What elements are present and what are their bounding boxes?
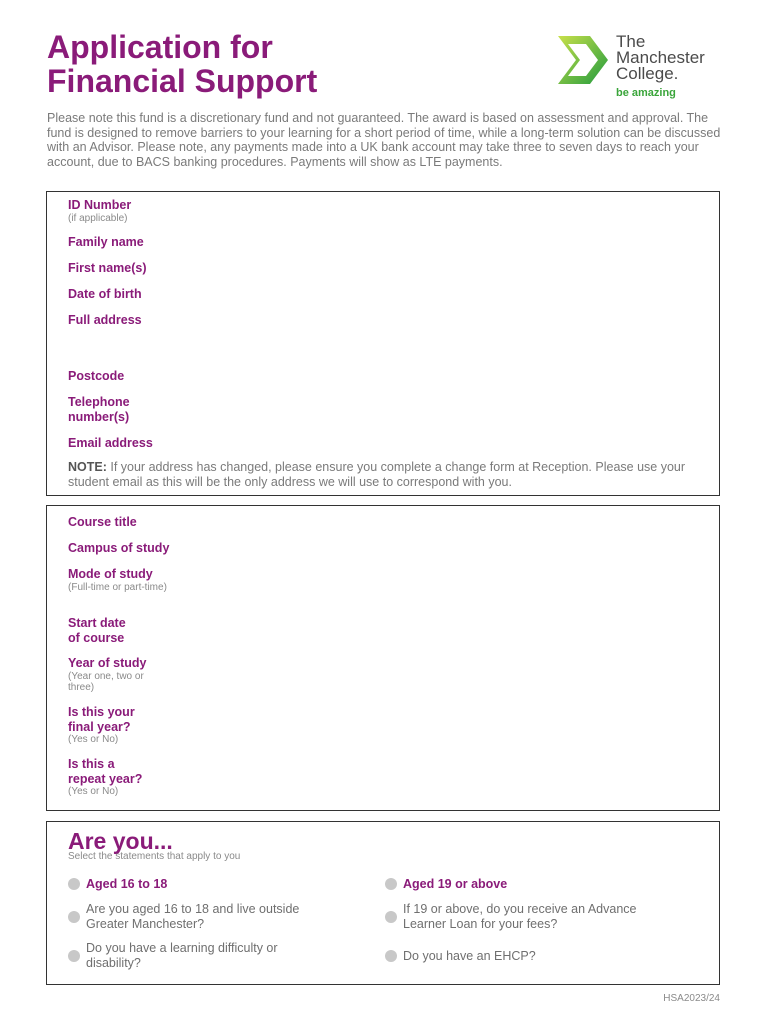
option-label: Aged 16 to 18 <box>86 877 168 891</box>
page-title <box>47 30 467 98</box>
radio-icon[interactable] <box>385 950 397 962</box>
chevron-logo-icon <box>556 34 612 86</box>
final-year-hint: (Yes or No) <box>68 734 119 745</box>
year-of-study-label: Year of study <box>68 656 147 670</box>
id-number-label: ID Number <box>68 198 132 212</box>
radio-icon[interactable] <box>68 878 80 890</box>
option-learning-difficulty[interactable] <box>68 941 308 970</box>
option-aged-16-18[interactable] <box>68 877 167 892</box>
radio-icon[interactable] <box>385 878 397 890</box>
option-aged-19-above[interactable] <box>385 877 507 892</box>
year-of-study-hint: (Year one, two or three) <box>68 670 144 693</box>
year-of-study-field[interactable] <box>68 656 164 693</box>
mode-of-study-field[interactable] <box>68 567 168 593</box>
start-date-label-line-2: of course <box>68 630 125 645</box>
logo-wordmark: The Manchester College. <box>616 32 705 83</box>
repeat-year-label-line-1: Is this a <box>68 757 115 771</box>
start-date-label-line-1: Start date <box>68 616 126 630</box>
form-reference: HSA2023/24 <box>663 993 720 1004</box>
radio-icon[interactable] <box>68 911 80 923</box>
id-number-field[interactable] <box>68 198 131 224</box>
final-year-field[interactable] <box>68 705 135 745</box>
option-ehcp[interactable] <box>385 949 536 964</box>
option-label: If 19 or above, do you receive an Advance Learner Loan for your fees? <box>403 902 637 931</box>
radio-icon[interactable] <box>385 911 397 923</box>
first-names-label: First name(s) <box>68 261 147 275</box>
option-advance-learner-loan[interactable] <box>385 902 645 931</box>
logo-tagline: be amazing <box>616 87 676 99</box>
telephone-label-line-1: Telephone <box>68 395 130 409</box>
title-line-2: Financial Support <box>47 63 318 99</box>
title-line-1: Application for <box>47 29 273 65</box>
course-title-field[interactable] <box>68 515 137 530</box>
intro-paragraph: Please note this fund is a discretionary fund and not guaranteed. The award is based on assessment and approval. The fund is designed to remove barriers to your learning for a short period of time, while a long-term solution can be discussed with an Advisor. Please note, any payments made into a UK bank account may take three to seven days to reach your account, due to BACS banking procedures. Payments will show as LTE payments. <box>47 111 721 169</box>
college-logo <box>556 32 736 102</box>
are-you-subtitle: Select the statements that apply to you <box>68 851 241 862</box>
family-name-label: Family name <box>68 235 144 249</box>
repeat-year-label-line-2: repeat year? <box>68 771 143 786</box>
option-label: Do you have a learning difficulty or disability? <box>86 941 278 970</box>
campus-label: Campus of study <box>68 541 170 555</box>
personal-details-section <box>46 191 720 496</box>
final-year-label-line-2: final year? <box>68 719 131 734</box>
radio-icon[interactable] <box>68 950 80 962</box>
start-date-field[interactable] <box>68 616 126 645</box>
final-year-label-line-1: Is this your <box>68 705 135 719</box>
first-names-field[interactable] <box>68 261 147 276</box>
telephone-field[interactable] <box>68 395 130 424</box>
mode-of-study-hint: (Full-time or part-time) <box>68 581 167 593</box>
note-text: If your address has changed, please ensure you complete a change form at Reception. Please use your student email as this will be the only address we will use to correspond with you. <box>68 460 686 489</box>
option-outside-greater-manchester[interactable] <box>68 902 318 931</box>
option-label: Aged 19 or above <box>403 877 508 891</box>
course-details-section <box>46 505 720 811</box>
postcode-field[interactable] <box>68 369 124 384</box>
date-of-birth-label: Date of birth <box>68 287 142 301</box>
are-you-section <box>46 821 720 985</box>
email-field[interactable] <box>68 436 153 451</box>
repeat-year-hint: (Yes or No) <box>68 786 119 797</box>
note-label: NOTE: <box>68 460 107 474</box>
email-label: Email address <box>68 436 153 450</box>
campus-field[interactable] <box>68 541 169 556</box>
address-note <box>68 460 708 489</box>
date-of-birth-field[interactable] <box>68 287 142 302</box>
family-name-field[interactable] <box>68 235 144 250</box>
mode-of-study-label: Mode of study <box>68 567 153 581</box>
postcode-label: Postcode <box>68 369 125 383</box>
are-you-heading: Are you... <box>68 828 173 854</box>
course-title-label: Course title <box>68 515 137 529</box>
telephone-label-line-2: number(s) <box>68 409 130 424</box>
full-address-label: Full address <box>68 313 142 327</box>
option-label: Do you have an EHCP? <box>403 949 536 963</box>
repeat-year-field[interactable] <box>68 757 142 797</box>
id-number-hint: (if applicable) <box>68 212 128 224</box>
full-address-field[interactable] <box>68 313 142 328</box>
option-label: Are you aged 16 to 18 and live outside Greater Manchester? <box>86 902 300 931</box>
